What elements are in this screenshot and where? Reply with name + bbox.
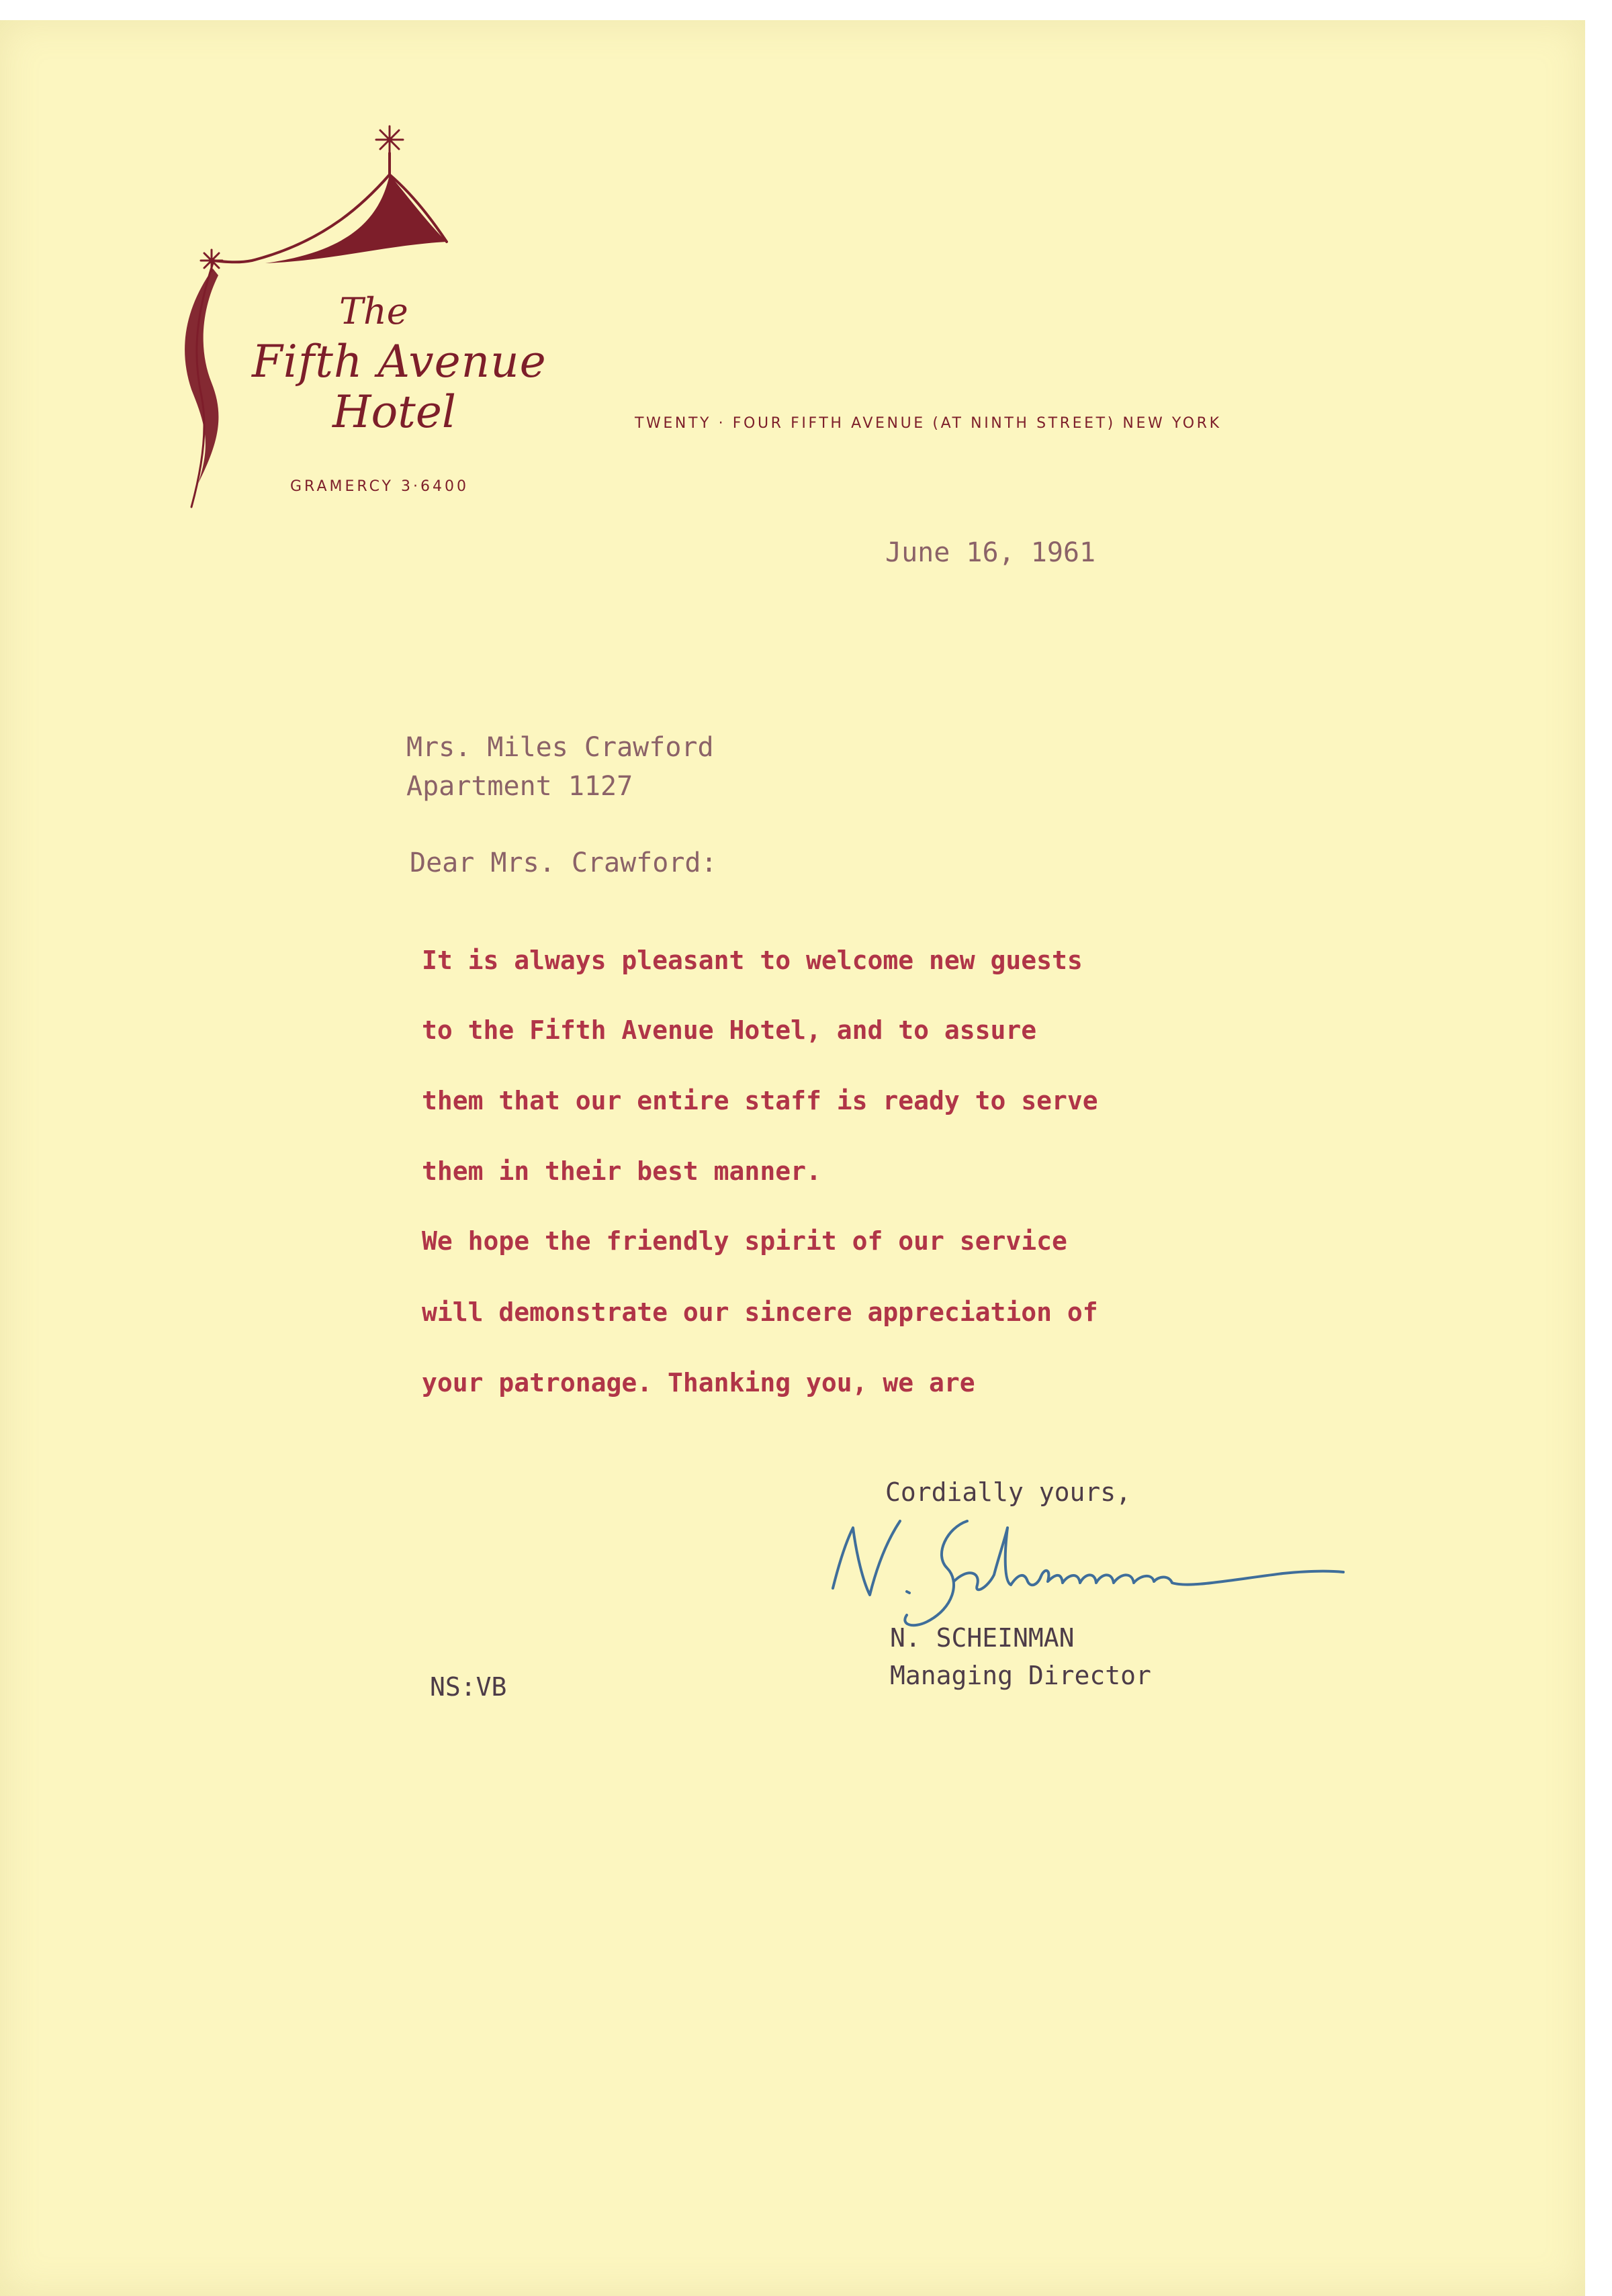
signer-name: N. SCHEINMAN: [890, 1623, 1075, 1653]
hotel-name-fifth-avenue: Fifth Avenue: [252, 336, 547, 387]
body-line: will demonstrate our sincere appreciation of: [422, 1297, 1098, 1327]
letter-date: June 16, 1961: [885, 537, 1096, 568]
closing: Cordially yours,: [885, 1477, 1132, 1507]
body-line: It is always pleasant to welcome new guests: [422, 946, 1083, 975]
signer-title: Managing Director: [890, 1661, 1151, 1690]
recipient-apartment: Apartment 1127: [406, 771, 633, 802]
recipient-name: Mrs. Miles Crawford: [406, 732, 714, 763]
hotel-name-the: The: [339, 290, 408, 332]
salutation: Dear Mrs. Crawford:: [410, 847, 717, 878]
scan-margin: [1585, 20, 1612, 2296]
star-icon: [376, 126, 403, 153]
hotel-address: TWENTY · FOUR FIFTH AVENUE (AT NINTH STREET) NEW YORK: [635, 415, 1222, 432]
handwritten-signature: [813, 1501, 1350, 1635]
body-line: to the Fifth Avenue Hotel, and to assure: [422, 1015, 1037, 1045]
hotel-name-hotel: Hotel: [332, 386, 456, 438]
body-line: them in their best manner.: [422, 1156, 821, 1186]
reference-initials: NS:VB: [430, 1672, 507, 1702]
hotel-phone: GRAMERCY 3·6400: [290, 478, 469, 495]
hotel-canopy-logo: [171, 107, 453, 510]
body-line: them that our entire staff is ready to serve: [422, 1086, 1098, 1115]
body-line: We hope the friendly spirit of our service: [422, 1226, 1067, 1256]
body-line: your patronage. Thanking you, we are: [422, 1368, 975, 1397]
